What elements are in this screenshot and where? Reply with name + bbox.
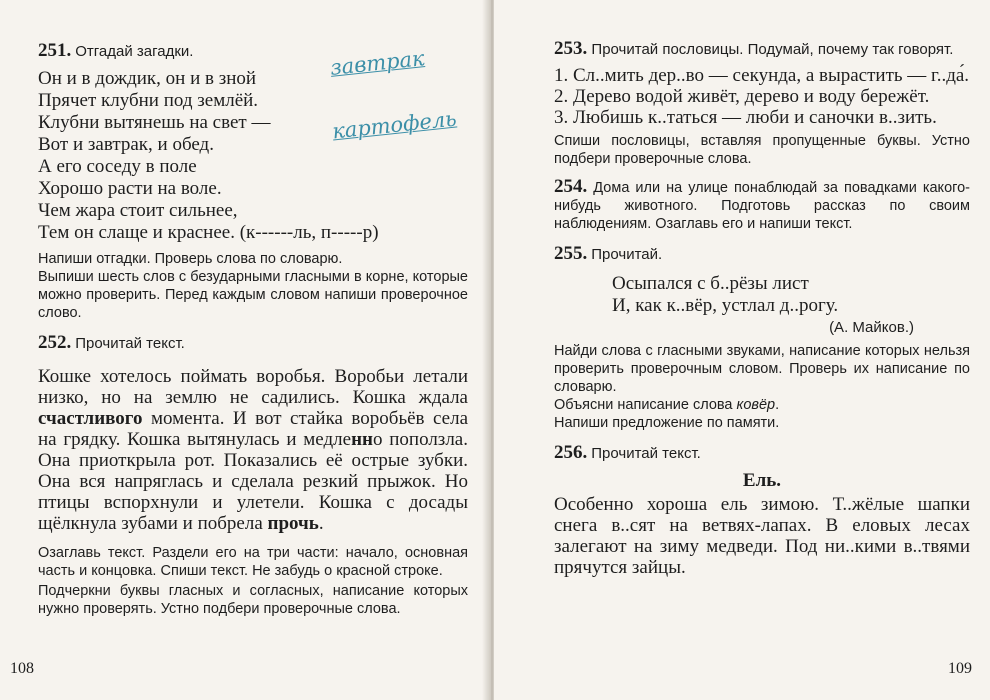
instruction: Подчеркни буквы гласных и согласных, написание которых нужно проверять. Устно подбери проверочные слова. [38, 583, 468, 617]
spruce-text: Особенно хороша ель зимою. Т..жёлые шапки снега в..сят на ветвях-лапах. В еловых лесах залегают на зиму медведи. Под ни..кими в..твями прячутся зайцы. [554, 494, 970, 578]
instruction: Выпиши шесть слов с безударными гласными в корне, которые можно проверить. Перед каждым словом напиши проверочное слово. [38, 269, 468, 321]
exercise-task: Дома или на улице понаблюдай за повадками какого-нибудь животного. Подготовь рассказ по своим наблюдениям. Озаглавь его и напиши текст. [554, 180, 970, 232]
instruction [554, 396, 970, 414]
text-segment: . [775, 397, 780, 413]
text-segment: о поползла. Она приоткрыла рот. Показались её острые зубки. Она вся напряглась и сделала резкий прыжок. Но птицы вспорхнули и улетели. Кошка с досады щёлкнула зубами и побрела [38, 429, 468, 534]
poem-line: Осыпался с б..рёзы лист [612, 273, 809, 294]
exercise-252 [38, 332, 468, 354]
exercise-task: Прочитай текст. [591, 445, 701, 462]
instruction: Спиши пословицы, вставляя пропущенные буквы. Устно подбери проверочные слова. [554, 133, 970, 167]
instruction: Напиши предложение по памяти. [554, 415, 780, 431]
italic-word: ковёр [736, 397, 776, 413]
exercise-task: Прочитай. [591, 246, 663, 263]
poem-author: (А. Майков.) [829, 319, 914, 336]
right-page [494, 0, 990, 700]
exercise-number: 256. [554, 442, 588, 463]
exercise-task: Прочитай пословицы. Подумай, почему так говорят. [591, 41, 954, 58]
bold-word: прочь [267, 513, 319, 534]
poem-line: Тем он слаще и краснее. (к------ль, п-----р) [38, 222, 379, 243]
text-segment: . [318, 513, 324, 534]
proverb: 2. Дерево водой живёт, дерево и воду бережёт. [554, 86, 930, 107]
bold-letters: нн [351, 429, 373, 450]
proverb: 3. Любишь к..таться — люби и саночки в..зить. [554, 107, 937, 128]
exercise-253 [554, 40, 970, 59]
story-text [38, 366, 468, 534]
exercise-task: Отгадай загадки. [75, 43, 194, 60]
proverb: 1. Сл..мить дер..во — секунда, а вырастить — г..да́. [554, 65, 970, 86]
page-number: 109 [948, 660, 972, 677]
poem-line: Клубни вытянешь на свет — [38, 112, 271, 133]
exercise-number: 251. [38, 40, 72, 61]
handwritten-answer-2: картофель [331, 106, 458, 144]
exercise-number: 255. [554, 243, 588, 264]
instruction: Напиши отгадки. Проверь слова по словарю. [38, 251, 343, 267]
text-segment: Объясни написание слова [554, 397, 737, 413]
text-segment: момента. И вот стайка воробьёв села на грядку. Кошка вытянулась и медле [38, 408, 468, 450]
poem-line: А его соседу в поле [38, 156, 197, 177]
text-title: Ель. [742, 470, 782, 491]
maykov-poem [554, 273, 970, 317]
exercise-number: 253. [554, 38, 588, 59]
bold-word: счастливого [38, 408, 143, 429]
instruction: Найди слова с гласными звуками, написание которых нельзя проверить проверочным словом. Проверь их написание по словарю. [554, 343, 970, 395]
poem-line: Хорошо расти на воле. [38, 178, 222, 199]
exercise-number: 254. [554, 176, 588, 197]
poem-line: Он и в дождик, он и в зной [38, 68, 257, 89]
handwritten-answer-1: завтрак [329, 46, 426, 80]
poem-line: Вот и завтрак, и обед. [38, 134, 214, 155]
proverbs [554, 65, 970, 128]
poem-line: Прячет клубни под землёй. [38, 90, 259, 111]
text-segment: Кошке хотелось поймать воробья. Воробьи летали низко, но на землю не садились. Кошка ждала [38, 366, 468, 408]
left-page [0, 0, 490, 700]
exercise-task: Прочитай текст. [75, 335, 185, 352]
exercise-256 [554, 442, 970, 464]
exercise-number: 252. [38, 332, 72, 353]
exercise-254 [554, 178, 970, 233]
poem-line: И, как к..вёр, устлал д..рогу. [612, 295, 839, 316]
exercise-255 [554, 243, 970, 265]
poem-line: Чем жара стоит сильнее, [38, 200, 238, 221]
page-number: 108 [10, 660, 34, 677]
instruction: Озаглавь текст. Раздели его на три части: начало, основная часть и концовка. Спиши текст. Не забудь о красной строке. [38, 545, 468, 579]
